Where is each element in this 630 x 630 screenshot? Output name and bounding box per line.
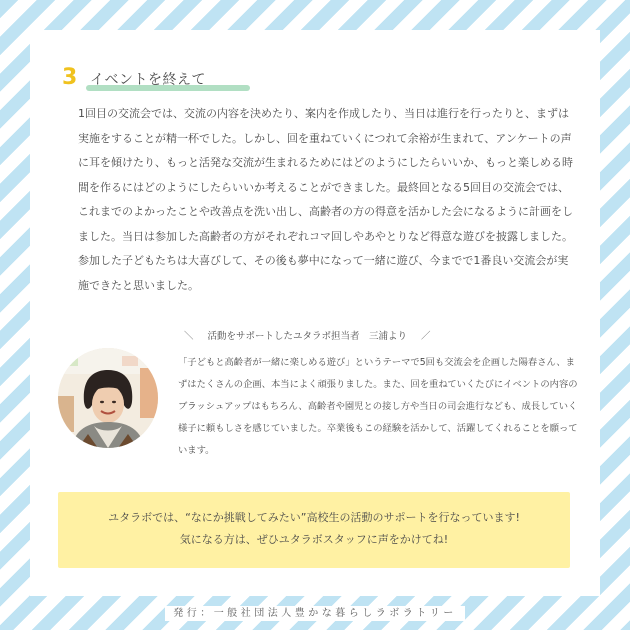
section-number: 3 bbox=[62, 65, 78, 90]
supporter-portrait-image bbox=[58, 348, 158, 448]
content-card bbox=[30, 30, 600, 596]
open-mark: ＼ bbox=[184, 331, 194, 342]
supporter-header-text: 活動をサポートしたユタラボ担当者 三浦より bbox=[207, 331, 408, 342]
supporter-header bbox=[170, 328, 570, 342]
body-paragraph: 1回目の交流会では、交流の内容を決めたり、案内を作成したり、当日は進行を行ったりと、まずは実施をすることが精一杯でした。しかし、回を重ねていくにつれて余裕が生まれて、アンケートの声に耳を傾けたり、もっと活発な交流が生まれるためにはどのようにしたらいいか、もっと楽しめる時間を作るにはどのようにしたらいいか考えることができました。最終回となる5回目の交流会では、これまでのよかったことや改善点を洗い出し、高齢者の方の得意を活かした会になるように計画をしました。当日は参加した高齢者の方がそれぞれコマ回しやあやとりなど得意な遊びを披露しました。参加した子どもたちは大喜びして、その後も夢中になって一緒に遊び、今までで1番良い交流会が実施できたと思いました。 bbox=[78, 107, 573, 292]
note-line-2: 気になる方は、ぜひユタラボスタッフに声をかけてね! bbox=[179, 533, 449, 546]
supporter-comment: 「子どもと高齢者が一緒に楽しめる遊び」というテーマで5回も交流会を企画した陽春さん、まずはたくさんの企画、本当によく頑張りました。また、回を重ねていくたびにイベントの内容のブラッシュアップはもちろん、高齢者や園児との接し方や当日の司会進行なども、成長していく様子に頼もしさを感じていました。卒業後もこの経験を活かして、活躍してくれることを願っています。 bbox=[178, 357, 578, 456]
info-note bbox=[58, 492, 570, 568]
supporter-photo bbox=[58, 348, 158, 448]
close-mark: ／ bbox=[421, 331, 431, 342]
publisher-footer bbox=[0, 604, 630, 619]
publisher-text: 発行：一般社団法人豊かな暮らしラボラトリー bbox=[165, 606, 465, 621]
note-line-1: ユタラボでは、“なにか挑戦してみたい”高校生の活動のサポートを行なっています! bbox=[108, 511, 520, 524]
section-title: イベントを終えて bbox=[90, 72, 206, 88]
